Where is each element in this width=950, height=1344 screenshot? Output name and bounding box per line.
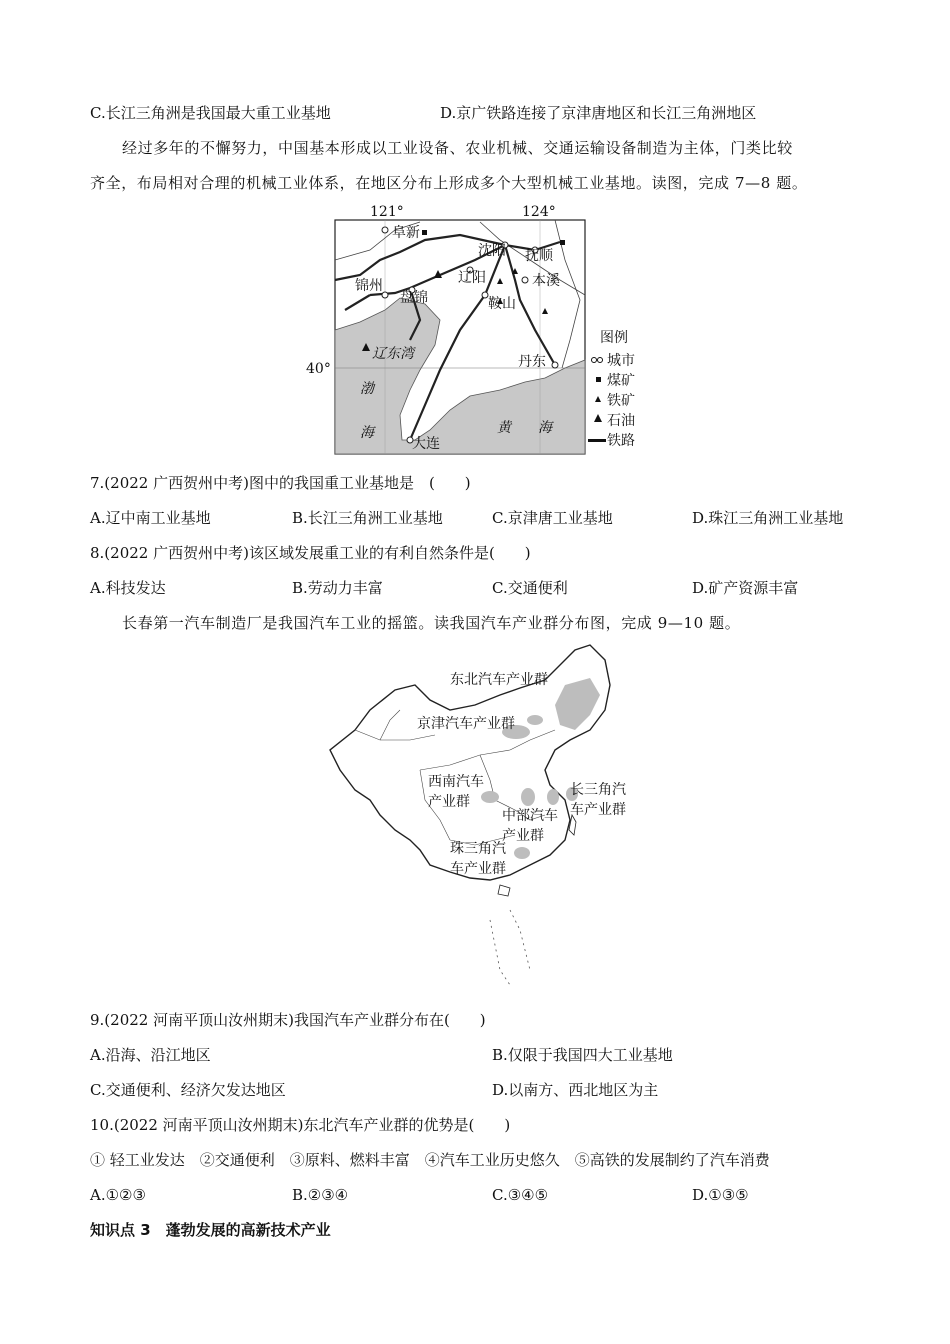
q7-option-a: A.辽中南工业基地 [90, 509, 211, 527]
water-hai1: 海 [360, 425, 374, 441]
q8-option-c: C.交通便利 [492, 579, 568, 597]
city-dalian: 大连 [412, 436, 440, 452]
city-jinzhou: 锦州 [355, 278, 383, 294]
q10-items: ① 轻工业发达 ②交通便利 ③原料、燃料丰富 ④汽车工业历史悠久 ⑤高铁的发展制约了汽车消费 [90, 1151, 770, 1169]
q10-option-b: B.②③④ [292, 1186, 349, 1204]
lon-label-121: 121° [370, 204, 404, 220]
q8-option-b: B.劳动力丰富 [292, 579, 383, 597]
city-fushun: 抚顺 [525, 248, 553, 264]
q10-stem: 10.(2022 河南平顶山汝州期末)东北汽车产业群的优势是( ) [90, 1116, 511, 1134]
legend-coal: 煤矿 [607, 373, 635, 389]
q9-stem: 9.(2022 河南平顶山汝州期末)我国汽车产业群分布在( ) [90, 1011, 486, 1029]
map-legend [588, 330, 635, 449]
q8-stem: 8.(2022 广西贺州中考)该区域发展重工业的有利自然条件是( ) [90, 544, 531, 562]
water-hai2: 海 [538, 420, 552, 436]
label-yangtze-cluster-1: 长三角汽 [570, 782, 626, 798]
q7-option-d: D.珠江三角洲工业基地 [692, 509, 844, 527]
label-pearl-cluster-1: 珠三角汽 [450, 841, 506, 857]
label-jingjin-cluster: 京津汽车产业群 [417, 716, 515, 732]
label-southwest-cluster-1: 西南汽车 [428, 774, 484, 790]
city-panjin: 盘锦 [400, 290, 428, 306]
q7-option-c: C.京津唐工业基地 [492, 509, 613, 527]
q7-option-b: B.长江三角洲工业基地 [292, 509, 443, 527]
q7-stem: 7.(2022 广西贺州中考)图中的我国重工业基地是 ( ) [90, 474, 471, 492]
city-dandong: 丹东 [518, 354, 546, 370]
option-c-top: C.长江三角洲是我国最大重工业基地 [90, 104, 331, 122]
liaoning-map [300, 200, 650, 460]
label-central-cluster-2: 产业群 [502, 828, 544, 844]
label-central-cluster-1: 中部汽车 [502, 808, 558, 824]
water-liaodong-bay: 辽东湾 [372, 346, 414, 362]
q8-option-d: D.矿产资源丰富 [692, 579, 799, 597]
q9-option-a: A.沿海、沿江地区 [90, 1046, 211, 1064]
section-heading: 知识点 3 蓬勃发展的高新技术产业 [90, 1221, 331, 1239]
q10-option-a: A.①②③ [90, 1186, 146, 1204]
intro1-line2: 齐全，布局相对合理的机械工业体系，在地区分布上形成多个大型机械工业基地。读图，完成 7—8 题。 [90, 174, 808, 192]
q9-option-b: B.仅限于我国四大工业基地 [492, 1046, 673, 1064]
china-auto-cluster-map [300, 640, 650, 990]
city-benxi: 本溪 [532, 273, 560, 289]
legend-rail: 铁路 [607, 433, 635, 449]
water-bo: 渤 [360, 381, 374, 397]
label-northeast-cluster: 东北汽车产业群 [450, 672, 548, 688]
legend-oil: 石油 [607, 413, 635, 429]
city-anshan: 鞍山 [488, 296, 516, 312]
city-fuxin: 阜新 [392, 225, 420, 241]
label-yangtze-cluster-2: 车产业群 [570, 802, 626, 818]
lon-label-124: 124° [522, 204, 556, 220]
q9-option-c: C.交通便利、经济欠发达地区 [90, 1081, 286, 1099]
q8-option-a: A.科技发达 [90, 579, 166, 597]
legend-city: 城市 [607, 353, 635, 369]
intro2: 长春第一汽车制造厂是我国汽车工业的摇篮。读我国汽车产业群分布图，完成 9—10 题。 [122, 614, 741, 632]
intro1-line1: 经过多年的不懈努力，中国基本形成以工业设备、农业机械、交通运输设备制造为主体，门类比较 [122, 139, 793, 157]
lat-label-40: 40° [306, 361, 331, 377]
q9-option-d: D.以南方、西北地区为主 [492, 1081, 659, 1099]
q10-option-d: D.①③⑤ [692, 1186, 749, 1204]
city-liaoyang: 辽阳 [458, 270, 486, 286]
legend-iron: 铁矿 [607, 393, 635, 409]
water-huang: 黄 [497, 420, 511, 436]
label-southwest-cluster-2: 产业群 [428, 794, 470, 810]
option-d-top: D.京广铁路连接了京津唐地区和长江三角洲地区 [440, 104, 757, 122]
legend-title: 图例 [600, 330, 628, 346]
label-pearl-cluster-2: 车产业群 [450, 861, 506, 877]
city-shenyang: 沈阳 [478, 243, 506, 259]
q10-option-c: C.③④⑤ [492, 1186, 549, 1204]
